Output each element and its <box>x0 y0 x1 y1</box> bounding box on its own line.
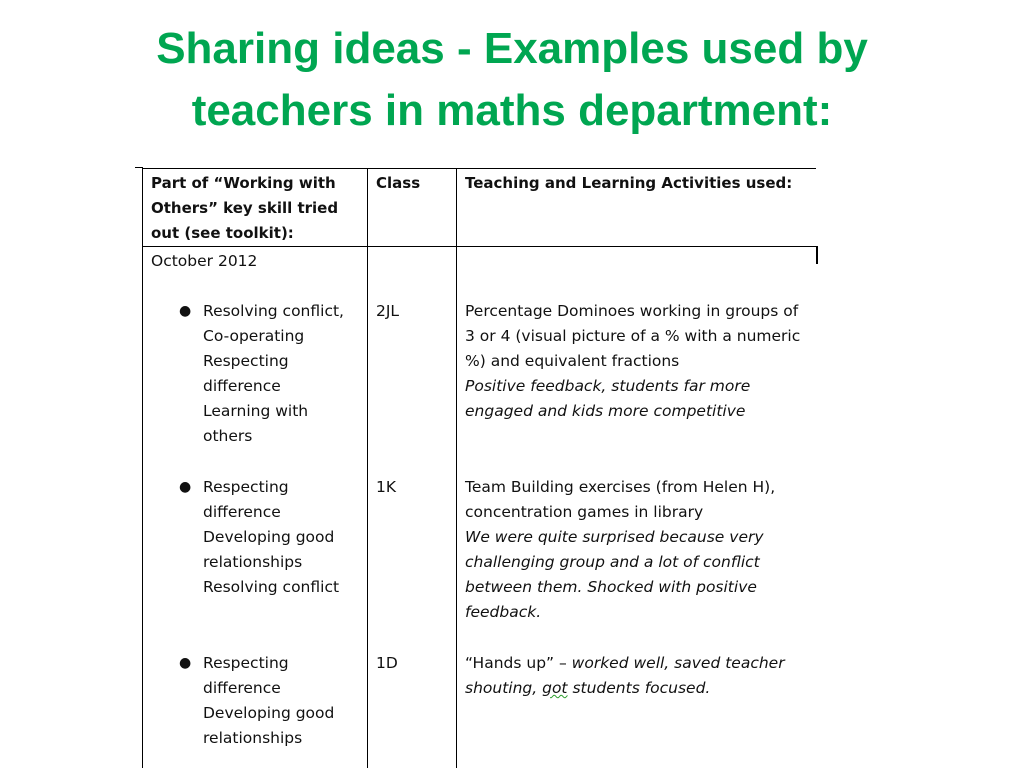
activity-prefix: “Hands up” – <box>465 654 572 672</box>
activity-text: Team Building exercises (from Helen H), concentration games in library <box>465 478 776 521</box>
activities-table <box>142 168 816 768</box>
activity-feedback: worked well, saved teacher shouting, <box>465 654 785 697</box>
skills-group-2 <box>151 475 359 651</box>
skill-line: Developing good <box>203 704 335 722</box>
activity-feedback: Positive feedback, students far more engaged and kids more competitive <box>465 377 751 420</box>
skill-line: difference <box>203 377 281 395</box>
table-row <box>143 247 817 768</box>
skill-line: difference <box>203 679 281 697</box>
skill-line: Learning with <box>203 402 309 420</box>
class-code: 1K <box>376 478 397 496</box>
table-header-row <box>143 169 817 247</box>
activity-text-hands-up <box>465 651 808 701</box>
class-code: 1D <box>376 654 398 672</box>
title-line-1: Sharing ideas - Examples used by <box>156 24 868 73</box>
skill-line: Respecting <box>203 352 289 370</box>
skill-line: Resolving conflict <box>203 578 340 596</box>
skill-line: Developing good <box>203 528 335 546</box>
header-activities: Teaching and Learning Activities used: <box>457 169 817 247</box>
skill-line: relationships <box>203 729 303 747</box>
month-label: October 2012 <box>151 252 258 270</box>
skill-line: others <box>203 427 253 445</box>
slide-title <box>0 18 1024 142</box>
skills-group-1 <box>151 299 359 475</box>
skill-line: difference <box>203 503 281 521</box>
title-line-2: teachers in maths department: <box>191 86 833 135</box>
bullet-icon: ● <box>179 655 192 671</box>
skill-line: Respecting <box>203 478 289 496</box>
skill-line: Respecting <box>203 654 289 672</box>
skill-line: Resolving conflict, <box>203 302 344 320</box>
class-cell <box>368 247 457 768</box>
skills-group-3 <box>151 651 359 768</box>
activity-feedback: We were quite surprised because very challenging group and a lot of conflict between them. Shocked with positive feedback. <box>465 528 764 621</box>
header-class: Class <box>368 169 457 247</box>
activity-text: Percentage Dominoes working in groups of 3 or 4 (visual picture of a % with a numeric %) and equivalent fractions <box>465 302 801 370</box>
text-cursor-mark <box>816 246 818 264</box>
class-code: 2JL <box>376 302 400 320</box>
skills-cell <box>143 247 368 768</box>
skill-line: relationships <box>203 553 303 571</box>
header-skill: Part of “Working with Others” key skill tried out (see toolkit): <box>143 169 368 247</box>
activities-cell <box>457 247 817 768</box>
bullet-icon: ● <box>179 303 192 319</box>
bullet-icon: ● <box>179 479 192 495</box>
spellcheck-word: got <box>542 679 568 697</box>
skill-line: Co-operating <box>203 327 305 345</box>
activity-feedback-end: students focused. <box>567 679 711 697</box>
activities-table-container <box>142 168 816 768</box>
